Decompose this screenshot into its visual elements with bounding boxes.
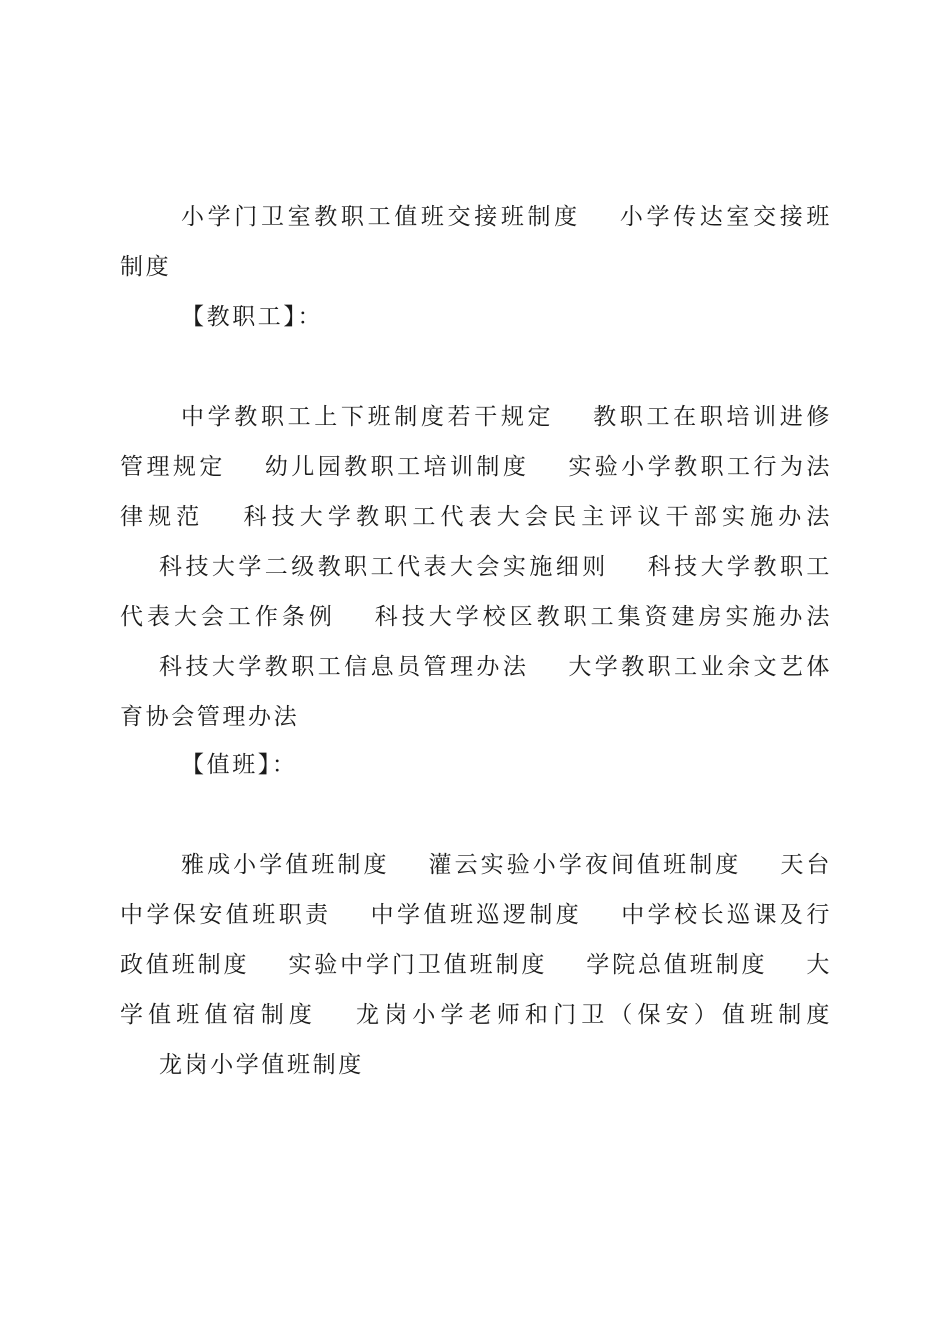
list-item: 实验中学门卫值班制度 — [288, 952, 548, 978]
list-item: 大学值班值宿制度 — [120, 952, 832, 1028]
list-item: 灌云实验小学夜间值班制度 — [428, 852, 742, 878]
list-item: 科技大学二级教职工代表大会实施细则 — [159, 554, 609, 580]
list-item: 龙岗小学值班制度 — [159, 1052, 364, 1078]
list-item: 科技大学教职工信息员管理办法 — [159, 654, 530, 680]
list-item: 大学教职工业余文艺体育协会管理办法 — [120, 654, 832, 730]
list-item: 科技大学教职工代表大会工作条例 — [120, 554, 832, 630]
section-heading-duty: 【值班】： — [181, 752, 298, 778]
list-item: 天台中学保安值班职责 — [120, 852, 832, 928]
duty-paragraph — [120, 840, 832, 1090]
list-item: 雅成小学值班制度 — [181, 852, 390, 878]
section-heading-staff: 【教职工】： — [181, 304, 324, 330]
list-item: 科技大学校区教职工集资建房实施办法 — [374, 604, 832, 630]
list-item: 学院总值班制度 — [586, 952, 768, 978]
list-item: 科技大学教职工代表大会民主评议干部实施办法 — [243, 504, 832, 530]
list-item: 中学教职工上下班制度若干规定 — [181, 404, 555, 430]
title-item: 小学门卫室教职工值班交接班制度 — [181, 204, 581, 230]
list-item: 中学校长巡课及行政值班制度 — [120, 902, 832, 978]
list-item: 中学值班巡逻制度 — [370, 902, 583, 928]
title-paragraph — [120, 192, 832, 292]
list-item: 幼儿园教职工培训制度 — [264, 454, 530, 480]
list-item: 实验小学教职工行为法律规范 — [120, 454, 833, 530]
staff-paragraph — [120, 392, 832, 742]
list-item: 教职工在职培训进修管理规定 — [120, 404, 832, 480]
list-item: 龙岗小学老师和门卫（保安）值班制度 — [356, 1002, 833, 1028]
title-item: 小学传达室交接班制度 — [120, 204, 832, 280]
